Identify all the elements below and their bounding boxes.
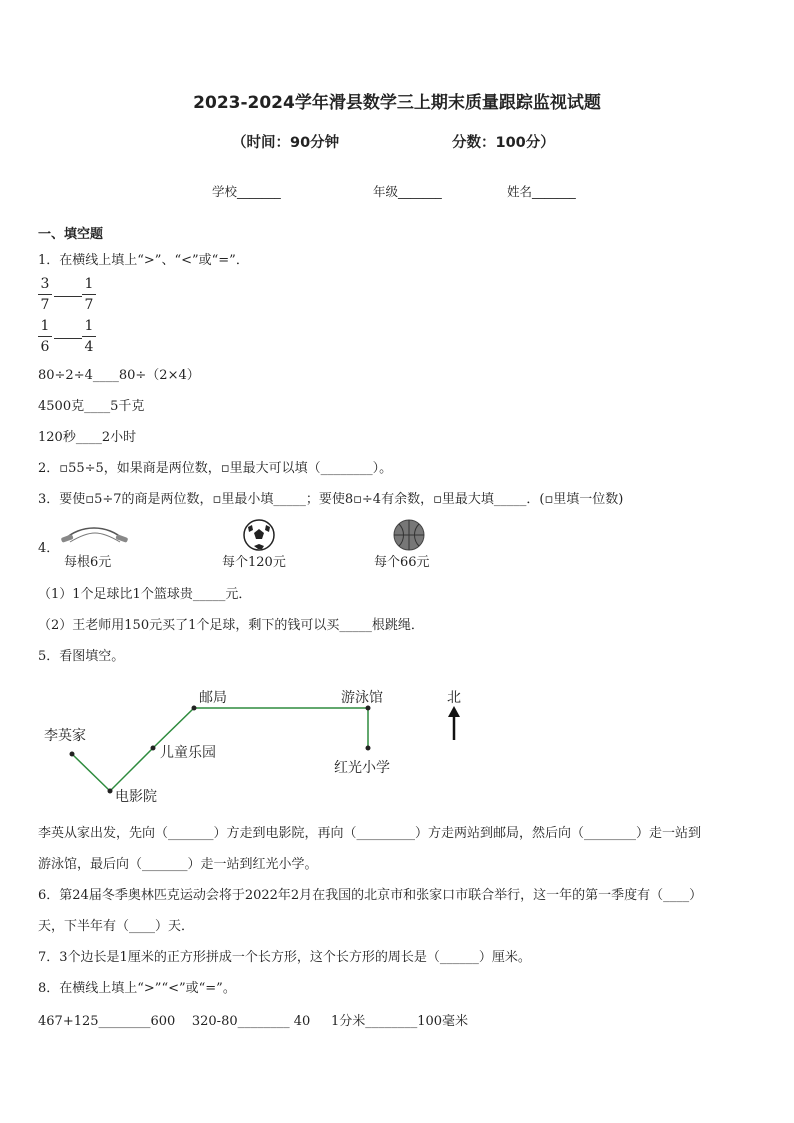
fraction-bar <box>82 294 96 295</box>
q8-stem: 8．在横线上填上“>”“<”或“=”。 <box>38 981 236 996</box>
q6-line1: 6．第24届冬季奥林匹克运动会将于2022年2月在我国的北京市和张家口市联合举行，这一年的第一季度有（____） <box>38 888 703 903</box>
numerator: 1 <box>40 318 50 334</box>
q3: 3．要使▫5÷7的商是两位数，▫里最小填_____；要使8▫÷4有余数，▫里最大填_____．(▫里填一位数) <box>38 492 624 507</box>
fraction-bar <box>38 336 52 337</box>
section-heading: 一、填空题 <box>38 227 104 242</box>
q2: 2．▫55÷5，如果商是两位数，▫里最大可以填（________）。 <box>38 461 393 476</box>
jump-rope-icon <box>60 522 130 548</box>
denominator: 7 <box>40 297 50 313</box>
numerator: 3 <box>40 276 50 292</box>
fraction-bar <box>82 336 96 337</box>
denominator: 4 <box>84 339 94 355</box>
exam-time: （时间：90分钟 <box>232 135 340 151</box>
basketball-icon <box>392 518 426 552</box>
fraction <box>82 317 96 356</box>
jump-rope-price: 每根6元 <box>64 555 112 570</box>
fraction <box>38 275 52 314</box>
exam-score: 分数：100分） <box>452 135 555 151</box>
map-label-park: 儿童乐园 <box>160 745 216 761</box>
basketball-price: 每个66元 <box>374 555 430 570</box>
map-label-pool: 游泳馆 <box>341 690 383 706</box>
north-label: 北 <box>447 690 461 706</box>
denominator: 7 <box>84 297 94 313</box>
answer-blank[interactable] <box>54 296 82 297</box>
q7: 7．3个边长是1厘米的正方形拼成一个长方形，这个长方形的周长是（______）厘米。 <box>38 950 531 965</box>
map-label-school: 红光小学 <box>334 760 390 776</box>
q5-stem: 5．看图填空。 <box>38 649 125 664</box>
q6-line2: 天，下半年有（____）天． <box>38 919 195 934</box>
q4-sub2: （2）王老师用150元买了1个足球，剩下的钱可以买_____根跳绳． <box>38 618 424 633</box>
q4-number: 4． <box>38 541 60 556</box>
q8-line: 467+125________600 320-80________ 40 1分米________100毫米 <box>38 1014 469 1029</box>
denominator: 6 <box>40 339 50 355</box>
numerator: 1 <box>84 318 94 334</box>
map-label-post-office: 邮局 <box>199 690 227 706</box>
q1-stem: 1．在横线上填上“>”、“<”或“=”． <box>38 253 249 268</box>
q1-line3: 80÷2÷4____80÷（2×4） <box>38 368 200 383</box>
numerator: 1 <box>84 276 94 292</box>
q1-line4: 4500克____5千克 <box>38 399 145 414</box>
school-field: 学校_______ <box>212 184 281 199</box>
fraction <box>82 275 96 314</box>
answer-blank[interactable] <box>54 338 82 339</box>
name-field: 姓名_______ <box>507 184 576 199</box>
grade-field: 年级_______ <box>373 184 442 199</box>
map-label-home: 李英家 <box>44 728 86 744</box>
page-title: 2023-2024学年滑县数学三上期末质量跟踪监视试题 <box>193 93 601 113</box>
q1-line5: 120秒____2小时 <box>38 430 137 445</box>
soccer-ball-icon <box>242 518 276 552</box>
q5-line1: 李英从家出发，先向（_______）方走到电影院，再向（_________）方走两站到邮局，然后向（________）走一站到 <box>38 826 702 841</box>
fraction <box>38 317 52 356</box>
map-label-cinema: 电影院 <box>115 789 157 805</box>
soccer-ball-price: 每个120元 <box>222 555 286 570</box>
q4-sub1: （1）1个足球比1个篮球贵_____元． <box>38 587 252 602</box>
q5-line2: 游泳馆，最后向（_______）走一站到红光小学。 <box>38 857 318 872</box>
fraction-bar <box>38 294 52 295</box>
